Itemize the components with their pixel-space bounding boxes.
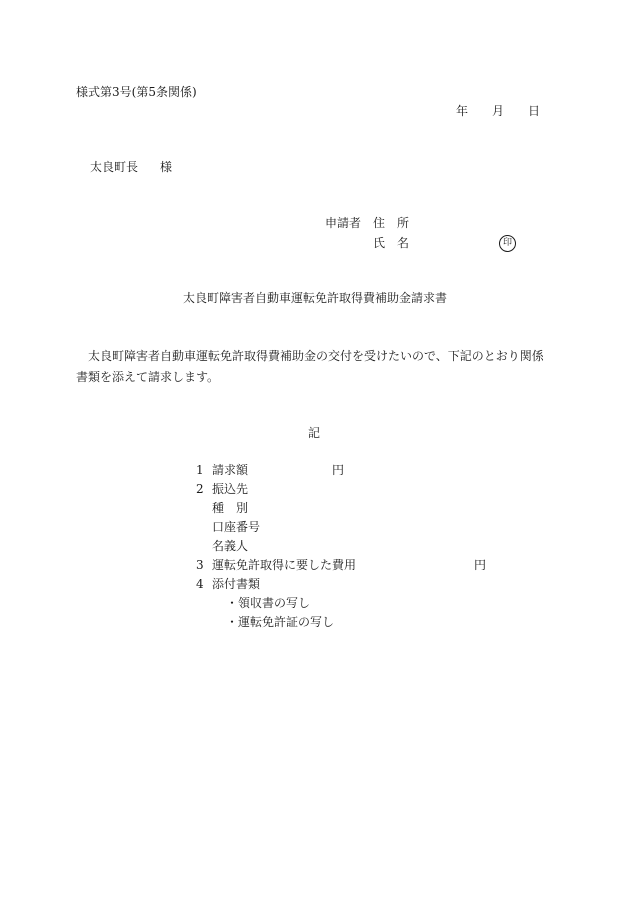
item3-number: 3	[196, 558, 204, 572]
item4-sub-receipt: ・領収書の写し	[226, 596, 311, 610]
date-month: 月	[492, 104, 505, 118]
item1-unit: 円	[332, 463, 345, 477]
date-day: 日	[528, 104, 541, 118]
item4-number: 4	[196, 577, 204, 591]
item1-number: 1	[196, 463, 204, 477]
date-year: 年	[456, 104, 469, 118]
item4-sub-license: ・運転免許証の写し	[226, 615, 335, 629]
applicant-name-label: 氏 名	[373, 236, 410, 250]
item2-sub-account: 口座番号	[212, 520, 261, 534]
form-number: 様式第3号(第5条関係)	[76, 85, 197, 99]
seal-mark: 印	[499, 235, 516, 252]
document-title: 太良町障害者自動車運転免許取得費補助金請求書	[182, 291, 447, 305]
item1-label: 請求額	[212, 463, 249, 477]
item2-number: 2	[196, 482, 204, 496]
addressee-honorific: 様	[160, 160, 173, 174]
addressee-name: 太良町長	[90, 160, 139, 174]
item3-label: 運転免許取得に要した費用	[212, 558, 357, 572]
item4-label: 添付書類	[212, 577, 261, 591]
applicant-address-label: 住 所	[373, 216, 410, 230]
body-text: 太良町障害者自動車運転免許取得費補助金の交付を受けたいので、下記のとおり関係書類を添えて請求します。	[76, 349, 544, 384]
item2-sub-holder: 名義人	[212, 539, 249, 553]
applicant-label: 申請者	[325, 216, 362, 230]
item2-sub-type: 種 別	[212, 501, 249, 515]
ki-label: 記	[308, 426, 321, 440]
item2-label: 振込先	[212, 482, 249, 496]
item3-unit: 円	[474, 558, 487, 572]
